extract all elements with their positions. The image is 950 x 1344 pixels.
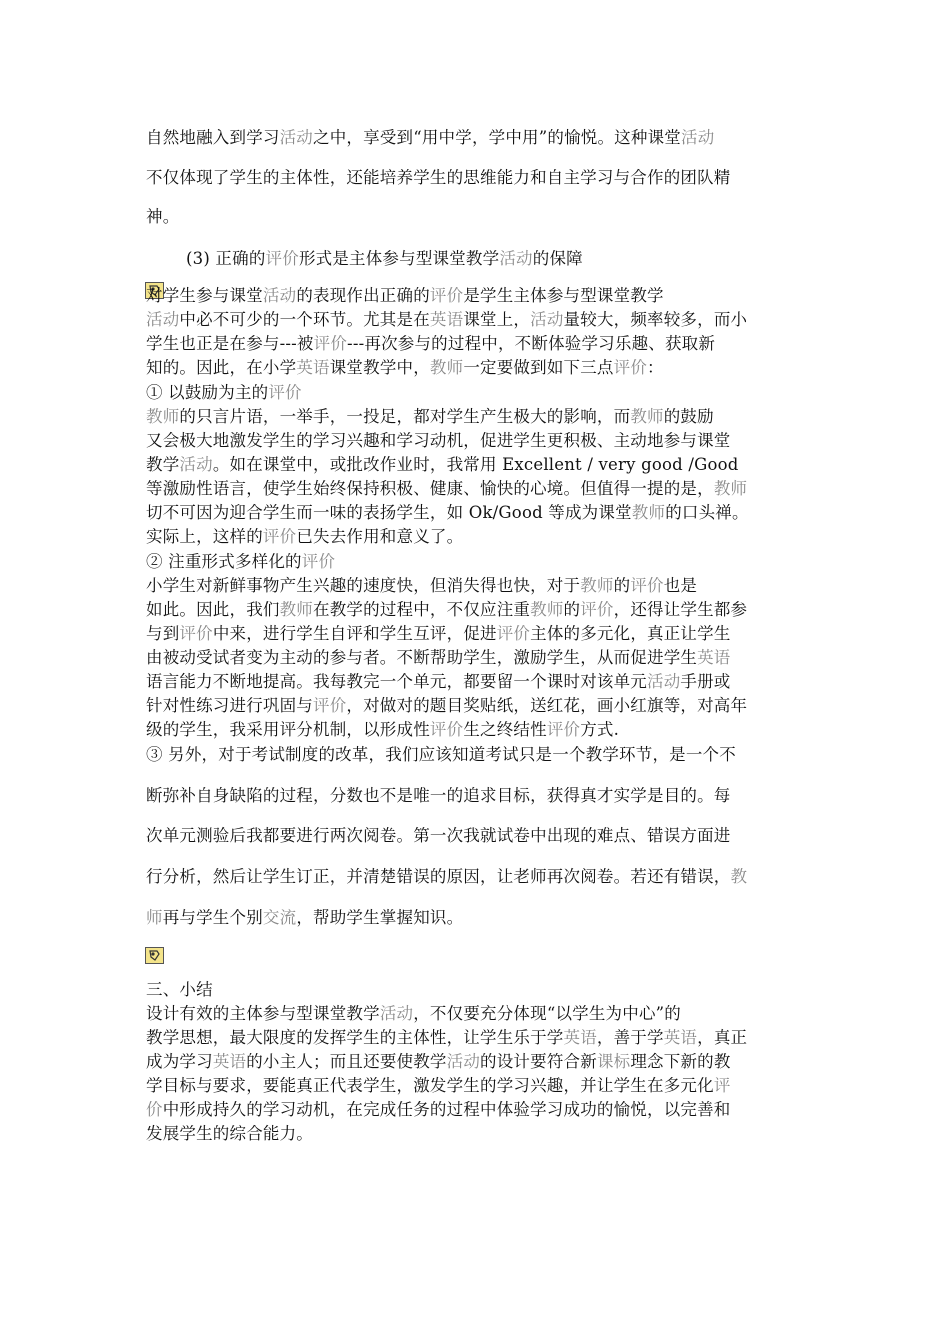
keyword-text: 教师 xyxy=(580,576,614,595)
keyword-text: 评 xyxy=(713,1076,731,1095)
list-item-heading xyxy=(146,548,806,572)
keyword-text: 英语 xyxy=(296,358,330,377)
body-text: 方式. xyxy=(580,720,620,739)
keyword-text: 评价 xyxy=(301,552,336,571)
text-line xyxy=(146,1048,806,1072)
keyword-text: 评价 xyxy=(313,696,347,715)
keyword-text: 英语 xyxy=(563,1028,597,1047)
section-heading xyxy=(186,245,846,269)
text-line xyxy=(146,203,806,227)
body-text: ，还得让学生都参 xyxy=(613,600,748,619)
text-line xyxy=(146,620,806,644)
text-line xyxy=(146,668,806,692)
text-line xyxy=(146,822,806,846)
text-line xyxy=(146,282,806,306)
note-icon[interactable] xyxy=(145,947,164,964)
keyword-text: 教师 xyxy=(530,600,564,619)
body-text: 中来，进行学生自评和学生互评，促进 xyxy=(212,624,497,643)
body-text: 三、小结 xyxy=(146,980,213,999)
body-text: 再与学生个别 xyxy=(162,908,263,927)
text-line xyxy=(146,1072,806,1096)
keyword-text: 评价 xyxy=(429,286,464,305)
text-line xyxy=(146,306,806,330)
keyword-text: 评价 xyxy=(179,624,213,643)
keyword-text: 评价 xyxy=(268,383,302,402)
body-text: 次单元测验后我都要进行两次阅卷。第一次我就试卷中出现的难点、错误方面进 xyxy=(146,826,731,845)
body-text: 断弥补自身缺陷的过程，分数也不是唯一的追求目标，获得真才实学是目的。每 xyxy=(146,786,731,805)
text-line xyxy=(146,475,806,499)
keyword-text: 评价 xyxy=(630,576,664,595)
keyword-text: 教师 xyxy=(631,503,666,522)
text-line xyxy=(146,124,806,148)
keyword-text: 评价 xyxy=(546,720,581,739)
keyword-text: 活动 xyxy=(647,672,681,691)
text-line xyxy=(146,741,806,765)
text-line xyxy=(146,1000,806,1024)
text-line xyxy=(146,1096,806,1120)
text-line xyxy=(146,716,806,740)
body-text: ② 注重形式多样化的 xyxy=(146,552,302,571)
body-text: 学生也正是在参与---被 xyxy=(146,334,314,353)
body-text: ，不仅要充分体现“以学生为中心”的 xyxy=(413,1004,681,1023)
body-text: 中必不可少的一个环节。尤其是在 xyxy=(179,310,430,329)
text-line xyxy=(146,1024,806,1048)
body-text: ---再次参与的过程中，不断体验学习乐趣、获取新 xyxy=(347,334,716,353)
text-line xyxy=(146,354,806,378)
body-text: 的只言片语，一举手，一投足，都对学生产生极大的影响，而 xyxy=(179,407,631,426)
keyword-text: 活动 xyxy=(179,455,213,474)
keyword-text: 师 xyxy=(146,908,163,927)
body-text: ： xyxy=(647,358,664,377)
keyword-text: 交流 xyxy=(262,908,297,927)
body-text: 语言能力不断地提高。我每教完一个单元，都要留一个课时对该单元 xyxy=(146,672,647,691)
keyword-text: 英语 xyxy=(212,1052,247,1071)
body-text: 中形成持久的学习动机，在完成任务的过程中体验学习成功的愉悦，以完善和 xyxy=(162,1100,731,1119)
keyword-text: 英语 xyxy=(663,1028,698,1047)
keyword-text: 教师 xyxy=(279,600,314,619)
body-text: 课堂上， xyxy=(463,310,531,329)
section-heading xyxy=(146,976,806,1000)
body-text: ，真正 xyxy=(697,1028,748,1047)
body-text: 等激励性语言，使学生始终保持积极、健康、愉快的心境。但值得一提的是， xyxy=(146,479,714,498)
body-text: 手册或 xyxy=(680,672,731,691)
body-text: 与到 xyxy=(146,624,180,643)
body-text: 已失去作用和意义了。 xyxy=(296,527,464,546)
body-text: 级的学生，我采用评分机制，以形成性 xyxy=(146,720,430,739)
body-text: 量较大，频率较多，而小 xyxy=(563,310,748,329)
body-text: 的 xyxy=(613,576,631,595)
text-line xyxy=(146,499,806,523)
body-text: 主体的多元化，真正让学生 xyxy=(530,624,731,643)
list-item-heading xyxy=(146,379,806,403)
body-text: 知的。因此，在小学 xyxy=(146,358,297,377)
keyword-text: 教师 xyxy=(429,358,464,377)
keyword-text: 评价 xyxy=(265,249,299,268)
text-line xyxy=(146,596,806,620)
body-text: ，帮助学生掌握知识。 xyxy=(296,908,464,927)
text-line xyxy=(146,782,806,806)
keyword-text: 评价 xyxy=(580,600,614,619)
keyword-text: 活动 xyxy=(499,249,533,268)
body-text: 课堂教学中， xyxy=(329,358,430,377)
body-text: 在教学的过程中，不仅应注重 xyxy=(313,600,531,619)
body-text: 行分析，然后让学生订正，并清楚错误的原因，让老师再次阅卷。若还有错误， xyxy=(146,867,731,886)
text-line xyxy=(146,164,806,188)
body-text: 如此。因此，我们 xyxy=(146,600,280,619)
keyword-text: 评价 xyxy=(496,624,531,643)
keyword-text: 活动 xyxy=(379,1004,414,1023)
body-text: 的 xyxy=(563,600,581,619)
body-text: (3) 正确的 xyxy=(186,249,266,268)
body-text: 。如在课堂中，或批改作业时，我常用 Excellent / very good /Good xyxy=(212,455,739,474)
body-text: 切不可因为迎合学生而一味的表扬学生，如 Ok/Good 等成为课堂 xyxy=(146,503,632,522)
body-text: 对学生参与课堂 xyxy=(146,286,263,305)
text-line xyxy=(146,692,806,716)
body-text: 之中，享受到“用中学，学中用”的愉悦。这种课堂 xyxy=(313,128,681,147)
body-text: 小学生对新鲜事物产生兴趣的速度快，但消失得也快，对于 xyxy=(146,576,581,595)
keyword-text: 活动 xyxy=(530,310,564,329)
text-line xyxy=(146,523,806,547)
keyword-text: 评价 xyxy=(613,358,648,377)
keyword-text: 教师 xyxy=(146,407,180,426)
keyword-text: 英语 xyxy=(429,310,464,329)
keyword-text: 活动 xyxy=(446,1052,481,1071)
body-text: ，善于学 xyxy=(596,1028,664,1047)
body-text: 是学生主体参与型课堂教学 xyxy=(463,286,664,305)
keyword-text: 评价 xyxy=(429,720,464,739)
text-line xyxy=(146,904,806,928)
body-text: ③ 另外，对于考试制度的改革，我们应该知道考试只是一个教学环节，是一个不 xyxy=(146,745,736,764)
keyword-text: 活动 xyxy=(146,310,180,329)
keyword-text: 英语 xyxy=(697,648,731,667)
body-text: ① 以鼓励为主的 xyxy=(146,383,269,402)
body-text: 成为学习 xyxy=(146,1052,213,1071)
keyword-text: 价 xyxy=(146,1100,163,1119)
keyword-text: 课标 xyxy=(596,1052,631,1071)
text-line xyxy=(146,403,806,427)
body-text: 实际上，这样的 xyxy=(146,527,263,546)
body-text: 的保障 xyxy=(532,249,583,268)
keyword-text: 活动 xyxy=(279,128,314,147)
text-line xyxy=(146,863,806,887)
body-text: ，对做对的题目奖贴纸，送红花，画小红旗等，对高年 xyxy=(346,696,748,715)
body-text: 形式是主体参与型课堂教学 xyxy=(298,249,500,268)
keyword-text: 教师 xyxy=(713,479,748,498)
body-text: 的设计要符合新 xyxy=(480,1052,597,1071)
keyword-text: 活动 xyxy=(681,128,715,147)
body-text: 的小主人；而且还要使教学 xyxy=(246,1052,447,1071)
body-text: 又会极大地激发学生的学习兴趣和学习动机，促进学生更积极、主动地参与课堂 xyxy=(146,431,731,450)
text-line xyxy=(146,644,806,668)
text-line xyxy=(146,572,806,596)
body-text: 不仅体现了学生的主体性，还能培养学生的思维能力和自主学习与合作的团队精 xyxy=(146,168,731,187)
keyword-text: 教 xyxy=(730,867,748,886)
body-text: 发展学生的综合能力。 xyxy=(146,1124,313,1143)
body-text: 理念下新的教 xyxy=(630,1052,731,1071)
body-text: 针对性练习进行巩固与 xyxy=(146,696,313,715)
body-text: 一定要做到如下三点 xyxy=(463,358,614,377)
body-text: 的表现作出正确的 xyxy=(296,286,430,305)
body-text: 设计有效的主体参与型课堂教学 xyxy=(146,1004,380,1023)
body-text: 教学 xyxy=(146,455,180,474)
body-text: 学目标与要求，要能真正代表学生，激发学生的学习兴趣，并让学生在多元化 xyxy=(146,1076,714,1095)
keyword-text: 评价 xyxy=(313,334,348,353)
keyword-text: 活动 xyxy=(262,286,297,305)
text-line xyxy=(146,330,806,354)
body-text: 的口头禅。 xyxy=(665,503,749,522)
body-text: 神。 xyxy=(146,207,180,226)
body-text: 生之终结性 xyxy=(463,720,547,739)
text-line xyxy=(146,451,806,475)
keyword-text: 评价 xyxy=(262,527,297,546)
body-text: 的鼓励 xyxy=(663,407,714,426)
body-text: 由被动受试者变为主动的参与者。不断帮助学生，激励学生，从而促进学生 xyxy=(146,648,698,667)
text-line xyxy=(146,427,806,451)
body-text: 自然地融入到学习 xyxy=(146,128,280,147)
keyword-text: 教师 xyxy=(630,407,664,426)
body-text: 教学思想，最大限度的发挥学生的主体性，让学生乐于学 xyxy=(146,1028,564,1047)
text-line xyxy=(146,1120,806,1144)
body-text: 也是 xyxy=(663,576,698,595)
